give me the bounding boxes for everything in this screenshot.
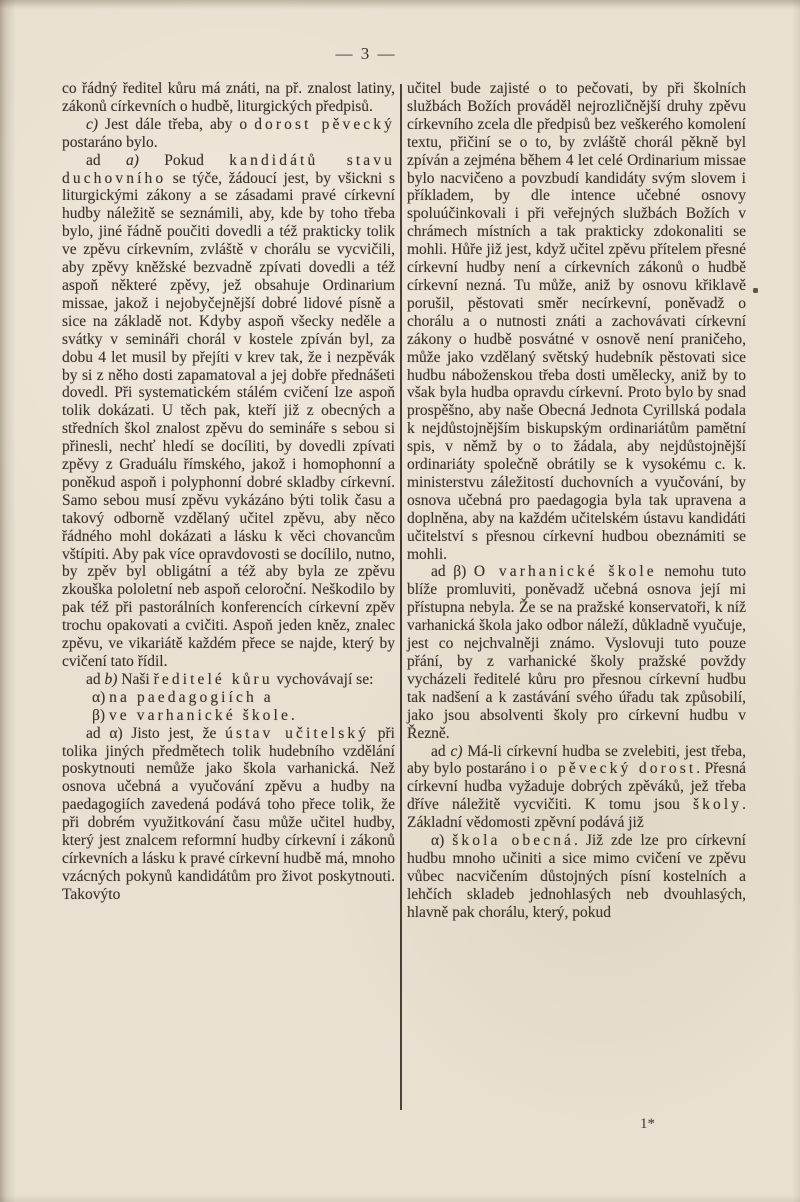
- paragraph: [62, 725, 395, 904]
- text-segment: c): [86, 115, 99, 133]
- left-column: [62, 80, 395, 904]
- paragraph: [62, 689, 395, 707]
- paragraph: [407, 563, 746, 742]
- text-segment: učitel bude zajisté o to pečovati, by při školních službách Božích prováděl nejrozličnější druhy zpěvu církevního zcela dle předpisů bez veškerého komolení textu, přičiní se o to, by zvláště chorál pěkně byl zpíván a zejména během 4 let celé Ordinarium missae bylo nacvičeno a povzbudí kandidáty svým slovem i příkladem, by dle intence učebné osnovy spoluúčinkovali i při veřejných službách Božích v chrámech místních a tak prakticky zdokonaliti se mohli. Hůře již jest, když učitel zpěvu přítelem přesné církevní hudby není a církevních zákonů o hudbě církevní nezná. Tu může, aniž by osnovu křiklavě porušil, pěstovati směr necírkevní, poněvadž o chorálu a o nutnosti znáti a zachovávati církevní zákony o hudbě posvátné v osnově není praničeho, může jako vzdělaný světský hudebník pěstovati sice hudbu náboženskou třeba dosti umělecky, aniž by to však byla hudba opravdu církevní. Proto bylo by snad prospěšno, aby naše Obecná Jednota Cyrillská podala k nejdůstojnějším biskupským ordinariátům pamětní spis, v němž by o to žádala, aby nejdůstojnější ordinariáty společně obrátily se k vysokému c. k. ministerstvu záležitostí duchovních a vyučování, by osnova učebná pro paedagogia byla tak upravena a doplněna, aby na každém učitelském ústavu kandidáti učitelství s přesnou církevní hudbou obeznámiti se mohli.: [407, 80, 746, 563]
- text-segment: α): [431, 832, 453, 850]
- paragraph: [62, 116, 395, 152]
- text-segment: ředitelé kůru: [153, 670, 273, 688]
- text-segment: se týče, žádoucí jest, by všickni s liturgickými zákony a se zásadami pravé církevní hudby náležitě se seznámili, aby, kde by toho třeba bylo, jiné řádně poučiti dovedli a též prakticky tolik ve zpěvu církevním, zvláště v chorálu se vycvičili, aby zpěvy kněžské bezvadně zpívati dovedli a též aspoň některé zpěvy, jež obsahuje Ordinarium missae, jakož i nejobyčejnější dobré lidové písně a sice na základě not. Kdyby aspoň všecky neděle a svátky v semináři chorál v kostele zpíván byl, za dobu 4 let musil by přejíti v krev tak, že i nezpěvák by si z něho dosti zapamatoval a jej dobře přednášeti dovedl. Při systematickém stálém cvičení lze aspoň tolik dokázati. U těch pak, kteří již z obecných a středních škol znalost zpěvu do semináře s sebou si přinesli, nechť hledí se docíliti, by dovedli zpívati zpěvy z Graduálu římského, jakož i homophonní a poněkud aspoň i polyphonní dobré skladby církevní. Samo sebou musí zpěvu vykázáno býti tolik času a takový odborně vzdělaný učitel zpěvu, aby něco řádného mohl dokázati a lásku k věci chovancům vštípiti. Aby pak více opravdovosti se docílilo, nutno, by zpěv byl obligátní a též aby byla ze zpěvu zkouška pololetní neb aspoň celoroční. Neškodilo by pak též při pastorálních konferencích církevní zpěv trochu opakovati a cvičiti. Aspoň jeden kněz, znalec zpěvu, ve vikariátě každém přece se najde, který by cvičení tato řídil.: [62, 169, 395, 670]
- text-segment: postaráno bylo.: [62, 133, 158, 151]
- text-segment: . Základní vědomosti zpěvní podává již: [407, 796, 746, 832]
- text-segment: Pokud: [138, 151, 230, 169]
- text-segment: . Již zde lze pro církevní hudbu mnoho učiniti a sice mimo cvičení ve zpěvu vůbec nacvičením důstojných písní kostelních a lehčích skladeb jednohlasých neb dvouhlasých, hlavně pak chorálu, který, pokud: [407, 832, 746, 921]
- paragraph: [62, 671, 395, 689]
- text-segment: vychovávají se:: [272, 670, 374, 688]
- text-segment: α): [92, 688, 110, 706]
- text-segment: Má-li církevní hudba se zvelebiti, jest třeba, aby bylo postaráno i: [407, 742, 746, 778]
- text-segment: b): [104, 670, 118, 688]
- text-segment: kandidátů stavu duchovního: [62, 151, 395, 187]
- text-segment: ve varhanické škole.: [108, 706, 298, 724]
- text-columns: [62, 80, 746, 1110]
- text-segment: Jest dále třeba, aby o: [98, 115, 255, 133]
- text-segment: ústav učitelský: [225, 724, 370, 742]
- page-number: — 3 —: [335, 44, 397, 63]
- text-segment: o pěvecký dorost: [539, 760, 697, 778]
- signature-mark: 1*: [640, 1116, 655, 1132]
- text-segment: škola obecná: [452, 832, 575, 850]
- text-segment: ad: [431, 742, 451, 760]
- text-segment: co řádný ředitel kůru má znáti, na př. znalost latiny, zákonů církevních o hudbě, liturgických předpisů.: [62, 80, 395, 115]
- text-segment: O varhanické škole: [473, 563, 657, 581]
- text-segment: ad α) Jisto jest, že: [86, 724, 226, 742]
- text-segment: školy: [693, 796, 743, 814]
- text-segment: při tolika jiných předmětech tolik hudebního vzdělání poskytnouti nemůže jako škola varhanická. Než osnova učebná a vyučování zpěvu a hudby na paedagogiích zavedená podává toho přece tolik, že při dobrém využitkování času může učitel hudby, který jest znalcem reformní hudby církevní i zákonů církevních a lásku k pravé církevní hudbě má, mnoho vzácných pokynů kandidátům pro život poskytnouti. Takovýto: [62, 724, 395, 903]
- ink-spot: [753, 288, 758, 293]
- right-column: [407, 80, 746, 922]
- column-divider: [400, 84, 402, 1110]
- text-segment: ad: [86, 670, 105, 688]
- paragraph: [407, 743, 746, 833]
- text-segment: nemohu tuto blíže promluviti, poněvadž učebná osnova její mi přístupna nebyla. Že se na pražské konservatoři, k níž varhanická škola jako odbor náleží, důkladně vyučuje, jest co nejchvalněji známo. Vyslovuji tuto pouze přání, by z varhanické školy pražské povždy vycházeli ředitelé kůru pro přesnou církevní hudbu tak nadšení a k zastávání svého úřadu tak způsobilí, jako jsou absolventi školy pro církevní hudbu v Řezně.: [407, 563, 746, 742]
- text-segment: ad: [86, 151, 126, 169]
- paragraph: [407, 80, 746, 563]
- text-segment: . Přesná církevní hudba vyžaduje dobrých zpěváků, jež třeba dříve náležitě vycvičiti. K tomu jsou: [407, 760, 746, 814]
- text-segment: a): [126, 151, 139, 169]
- paragraph: [62, 707, 395, 725]
- text-segment: Naši: [117, 670, 154, 688]
- text-segment: c): [450, 742, 463, 760]
- paragraph: [62, 80, 395, 116]
- text-segment: ad β): [431, 563, 474, 581]
- text-segment: dorost pěvecký: [254, 115, 395, 133]
- paragraph: [62, 152, 395, 671]
- text-segment: β): [92, 706, 109, 724]
- paragraph: [407, 832, 746, 922]
- text-segment: na paedagogiích a: [109, 688, 274, 706]
